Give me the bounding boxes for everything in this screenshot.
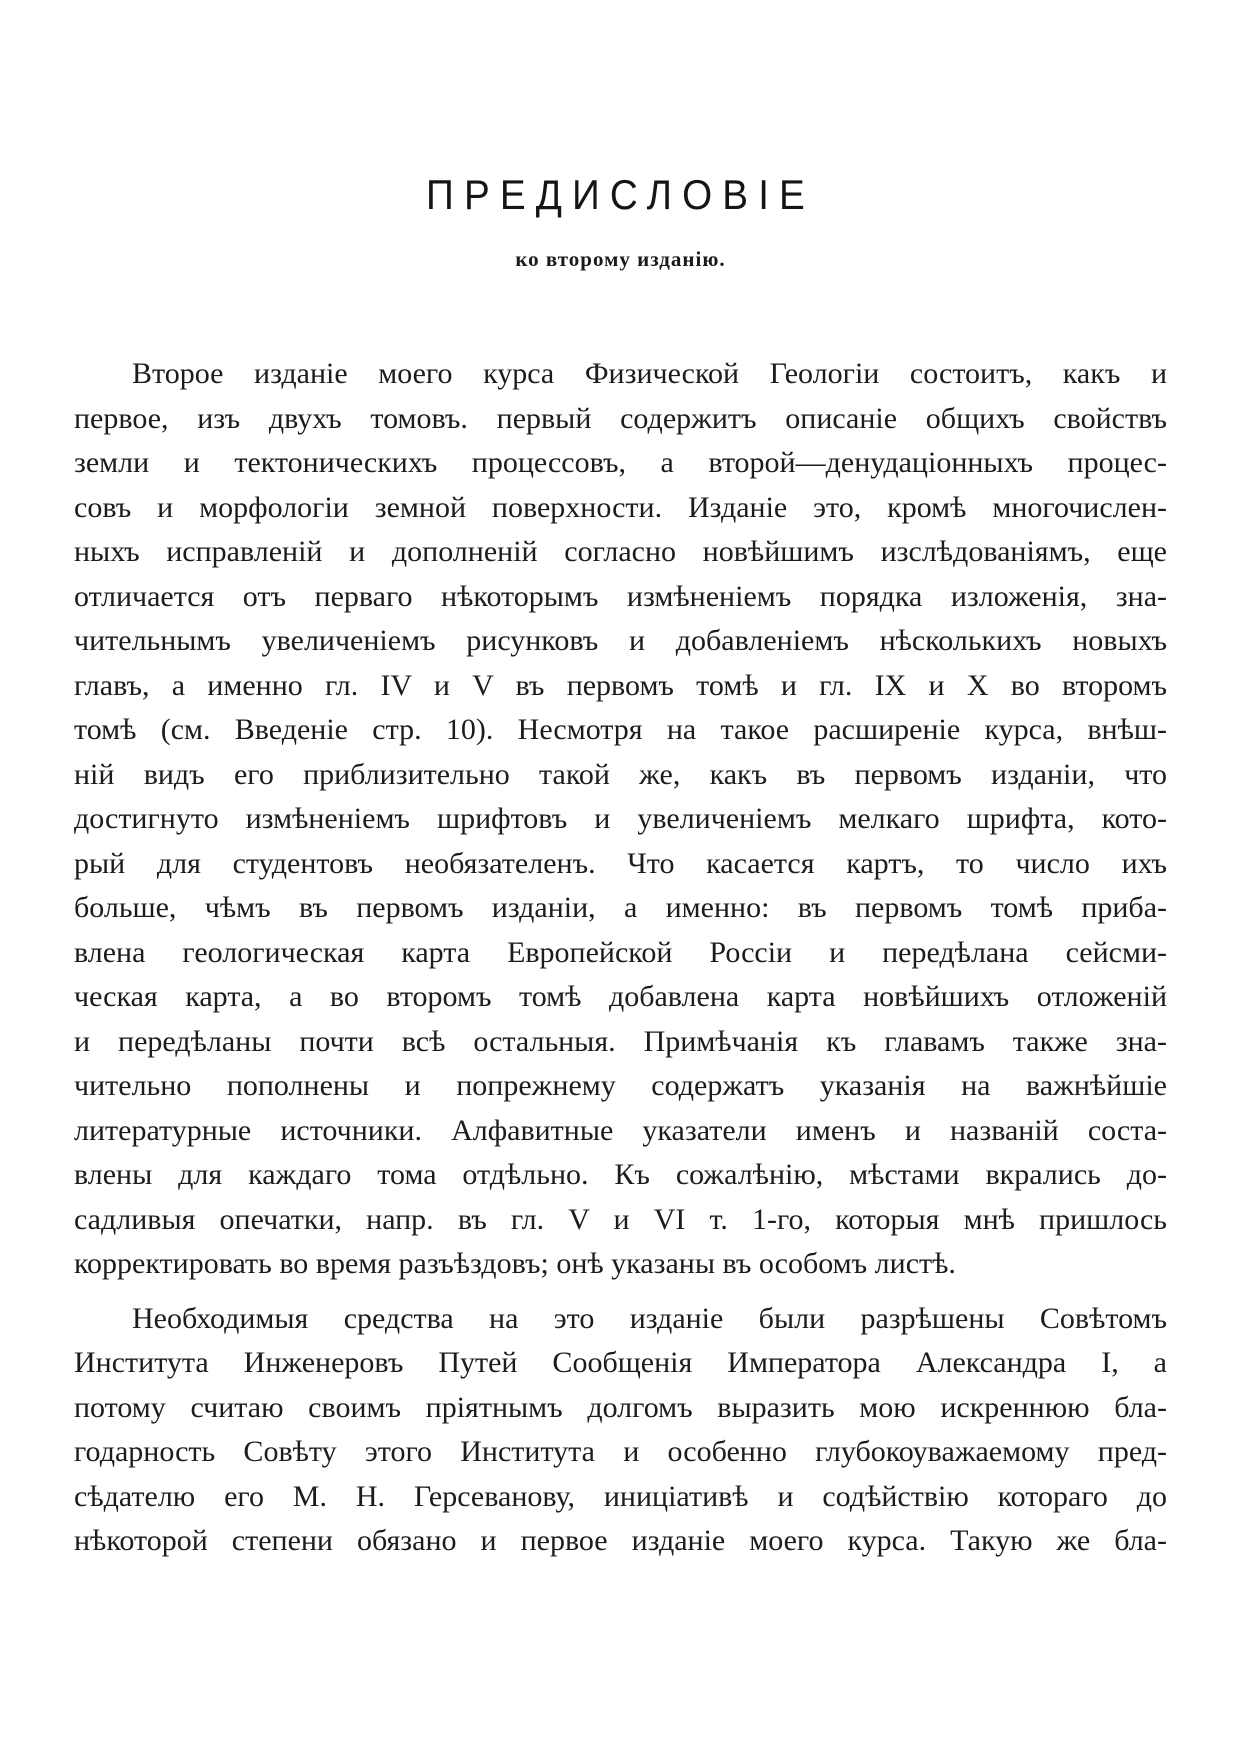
text-line: ческая карта, а во второмъ томѣ добавлена карта новѣйшихъ отложеній — [74, 980, 1167, 1013]
text-line: рый для студентовъ необязателенъ. Что касается картъ, то число ихъ — [74, 846, 1167, 880]
text-line: Института Инженеровъ Путей Сообщенія Императора Александра I, а — [74, 1346, 1167, 1379]
paragraph-2 — [74, 1297, 1167, 1564]
paragraph-1 — [74, 352, 1167, 1287]
page-title: ПРЕДИСЛОВІЕ — [426, 171, 815, 218]
text-line: сѣдателю его М. Н. Герсеванову, иниціативѣ и содѣйствію котораго до — [74, 1479, 1167, 1513]
text-line: корректировать во время разъѣздовъ; онѣ указаны въ особомъ листѣ. — [74, 1247, 956, 1280]
text-line: ныхъ исправленій и дополненій согласно новѣйшимъ изслѣдованіямъ, еще — [74, 535, 1167, 568]
text-line: нѣкоторой степени обязано и первое изданіе моего курса. Такую же бла- — [74, 1524, 1167, 1557]
text-line: достигнуто измѣненіемъ шрифтовъ и увеличеніемъ мелкаго шрифта, кото- — [74, 802, 1167, 835]
text-line: совъ и морфологіи земной поверхности. Изданіе это, кромѣ многочислен- — [74, 490, 1167, 524]
text-line: литературные источники. Алфавитные указатели именъ и названій соста- — [74, 1113, 1167, 1147]
text-line: земли и тектоническихъ процессовъ, а второй—денудаціонныхъ процес- — [74, 446, 1167, 479]
text-line: Необходимыя средства на это изданіе были разрѣшены Совѣтомъ — [132, 1301, 1167, 1335]
text-line: Второе изданіе моего курса Физической Геологіи состоитъ, какъ и — [132, 357, 1167, 390]
text-line: садливыя опечатки, напр. въ гл. V и VI т. 1-го, которыя мнѣ пришлось — [74, 1202, 1167, 1236]
text-line: влена геологическая карта Европейской Россіи и передѣлана сейсми- — [74, 935, 1167, 969]
text-line: влены для каждаго тома отдѣльно. Къ сожалѣнію, мѣстами вкрались до- — [74, 1158, 1167, 1191]
text-line: ній видъ его приблизительно такой же, какъ въ первомъ изданіи, что — [74, 757, 1167, 791]
text-line: больше, чѣмъ въ первомъ изданіи, а именно: въ первомъ томѣ приба- — [74, 891, 1167, 924]
text-line: главъ, а именно гл. IV и V въ первомъ томѣ и гл. IX и X во второмъ — [74, 668, 1167, 702]
text-line: годарность Совѣту этого Института и особенно глубокоуважаемому пред- — [74, 1435, 1167, 1468]
text-line: отличается отъ перваго нѣкоторымъ измѣненіемъ порядка изложенія, зна- — [74, 579, 1167, 613]
text-line: чительнымъ увеличеніемъ рисунковъ и добавленіемъ нѣсколькихъ новыхъ — [74, 624, 1167, 657]
text-line: томѣ (см. Введеніе стр. 10). Несмотря на такое расширеніе курса, внѣш- — [74, 713, 1167, 746]
text-line: потому считаю своимъ пріятнымъ долгомъ выразить мою искреннюю бла- — [74, 1390, 1167, 1424]
preface-body — [74, 352, 1167, 1564]
text-line: первое, изъ двухъ томовъ. первый содержитъ описаніе общихъ свойствъ — [74, 401, 1167, 435]
page-subtitle: ко второму изданію. — [515, 247, 726, 271]
paragraph-gap — [74, 1287, 1167, 1297]
text-line: и передѣланы почти всѣ остальныя. Примѣчанія къ главамъ также зна- — [74, 1024, 1167, 1058]
text-line: чительно пополнены и попрежнему содержатъ указанія на важнѣйшіе — [74, 1069, 1167, 1102]
